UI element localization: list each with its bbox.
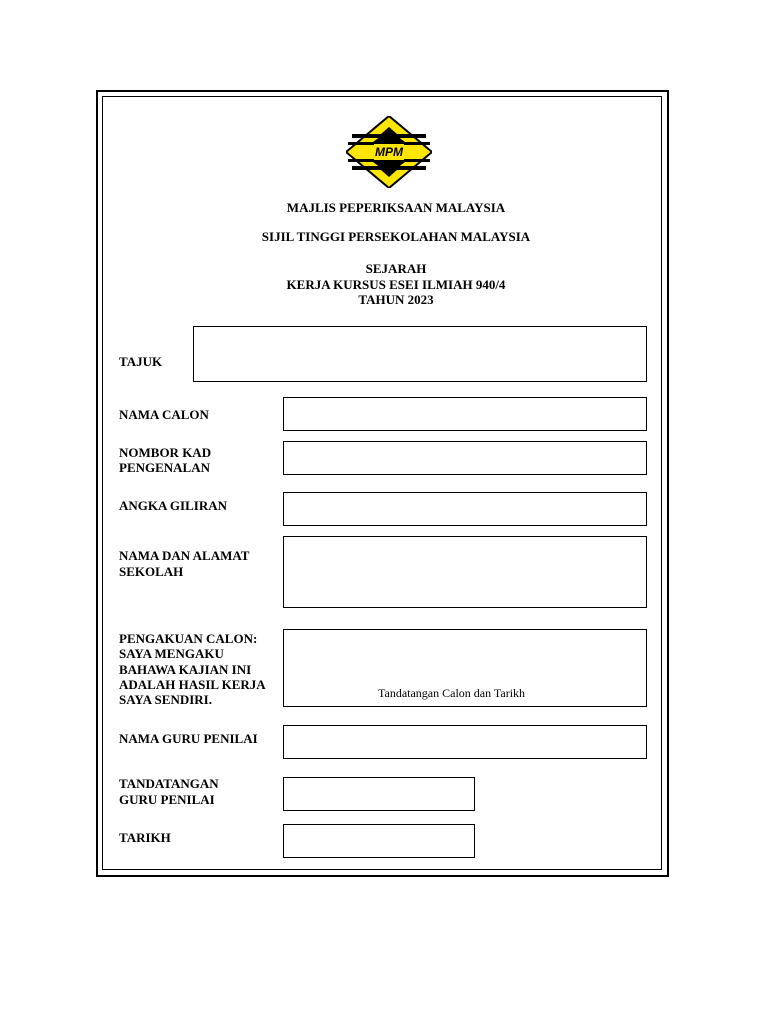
paper-title: KERJA KURSUS ESEI ILMIAH 940/4 (286, 277, 506, 292)
tandatangan-guru-label-line2: GURU PENILAI (119, 792, 215, 807)
tarikh-label: TARIKH (119, 830, 171, 845)
mpm-logo (346, 116, 432, 188)
angka-giliran-label: ANGKA GILIRAN (119, 498, 227, 513)
year-title: TAHUN 2023 (358, 292, 434, 307)
tajuk-label: TAJUK (119, 354, 163, 369)
nombor-kad-label-line1: NOMBOR KAD (119, 445, 212, 460)
tarikh-field[interactable] (283, 824, 475, 858)
pengakuan-caption: Tandatangan Calon dan Tarikh (378, 686, 526, 700)
nama-calon-field[interactable] (283, 397, 647, 431)
certificate-title: SIJIL TINGGI PERSEKOLAHAN MALAYSIA (261, 229, 531, 244)
nama-sekolah-label-line1: NAMA DAN ALAMAT (119, 548, 250, 563)
nama-sekolah-label-line2: SEKOLAH (119, 564, 184, 579)
pengakuan-label-line1: PENGAKUAN CALON: (119, 631, 258, 646)
pengakuan-label-line2: SAYA MENGAKU (119, 646, 224, 661)
nombor-kad-label-line2: PENGENALAN (119, 460, 211, 475)
subject-title: SEJARAH (365, 261, 427, 276)
nombor-kad-field[interactable] (283, 441, 647, 475)
pengakuan-label-line5: SAYA SENDIRI. (119, 692, 212, 707)
council-title: MAJLIS PEPERIKSAAN MALAYSIA (286, 200, 506, 215)
logo-text: MPM (375, 145, 403, 159)
angka-giliran-field[interactable] (283, 492, 647, 526)
nama-guru-field[interactable] (283, 725, 647, 759)
tandatangan-guru-field[interactable] (283, 777, 475, 811)
nama-calon-label: NAMA CALON (119, 407, 209, 422)
tandatangan-guru-label-line1: TANDATANGAN (119, 776, 219, 791)
pengakuan-label-line4: ADALAH HASIL KERJA (119, 677, 266, 692)
nama-sekolah-field[interactable] (283, 536, 647, 608)
tajuk-field[interactable] (193, 326, 647, 382)
pengakuan-label-line3: BAHAWA KAJIAN INI (119, 662, 252, 677)
nama-guru-label: NAMA GURU PENILAI (119, 731, 258, 746)
